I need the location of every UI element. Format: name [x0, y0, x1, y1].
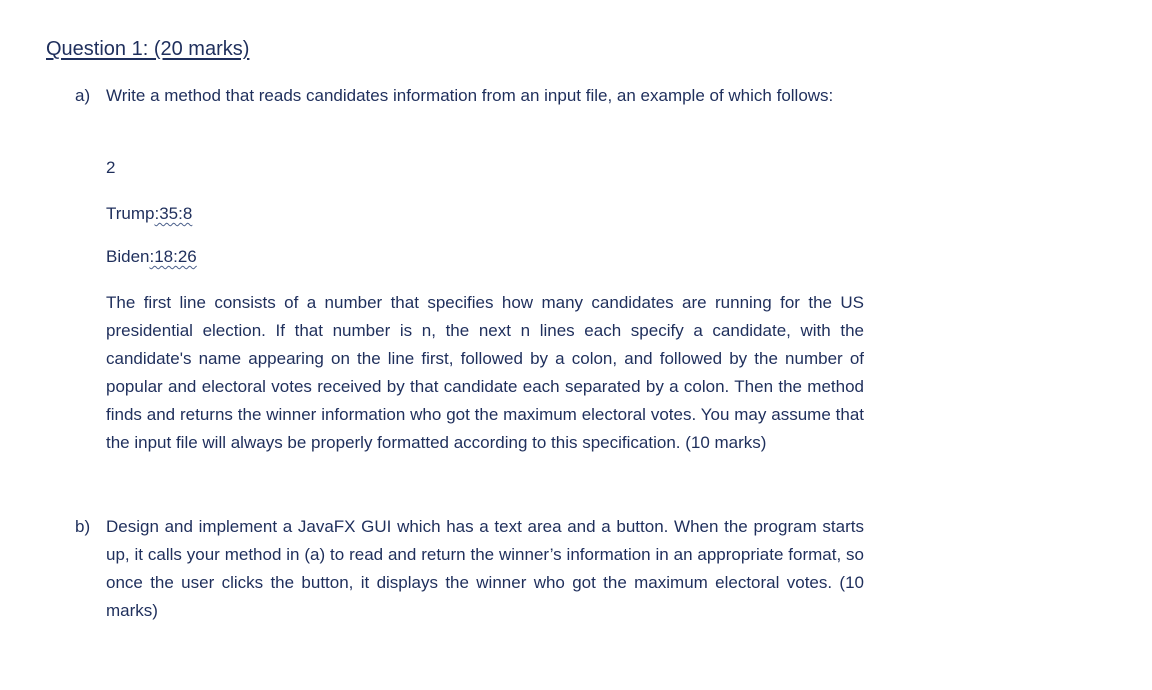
part-b-marker: b) [75, 517, 91, 536]
example-count-line: 2 [106, 158, 116, 177]
example-candidate-2-name: Biden [106, 247, 150, 266]
example-candidate-1-values: :35:8 [154, 204, 193, 223]
question-title: Question 1: (20 marks) [46, 38, 250, 60]
example-candidate-2-values: :18:26 [149, 247, 197, 266]
example-candidate-line-2 [106, 243, 197, 271]
example-candidate-1-name: Trump [106, 204, 155, 223]
part-a-marker: a) [75, 86, 91, 105]
part-b-text: Design and implement a JavaFX GUI which has a text area and a button. When the program starts up, it calls your method in (a) to read and return the winner’s information in an appropriate format, so once the user clicks the button, it displays the winner who got the maximum electoral votes. (10 marks) [106, 517, 864, 620]
part-a-intro: Write a method that reads candidates information from an input file, an example of which follows: [106, 86, 834, 105]
example-candidate-line-1 [106, 200, 192, 228]
part-a-description: The first line consists of a number that specifies how many candidates are running for the US presidential election. If that number is n, the next n lines each specify a candidate, with the candidate's name appearing on the line first, followed by a colon, and followed by the number of popular and electoral votes received by that candidate each separated by a colon. Then the method finds and returns the winner information who got the maximum electoral votes. You may assume that the input file will always be properly formatted according to this specification. (10 marks) [106, 293, 864, 452]
